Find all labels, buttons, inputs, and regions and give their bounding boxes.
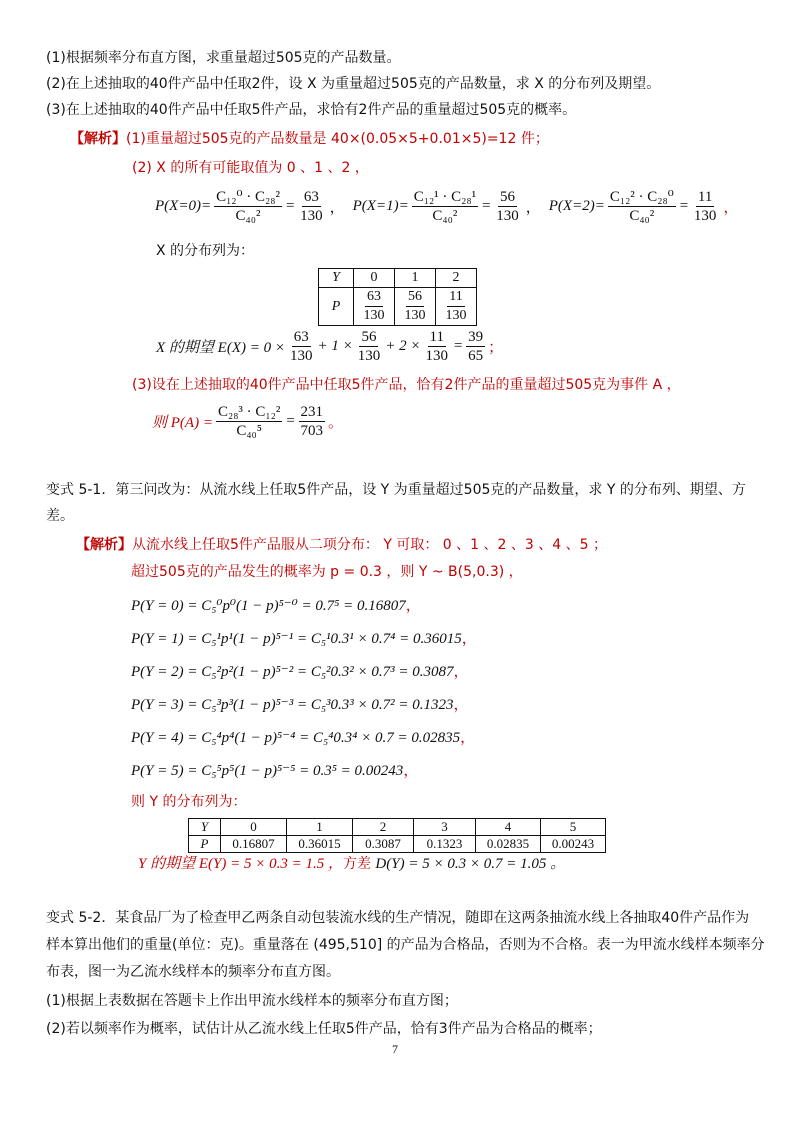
table-prob-num: 11 — [447, 289, 464, 307]
py-3: P(Y = 3) = C₅³p³(1 − p)⁵⁻³ = C₅³0.3³ × 0.7² = 0.1323 — [131, 697, 454, 713]
px2-value-fraction — [692, 189, 719, 224]
x-expectation — [156, 329, 503, 364]
exp-part-b: + 1 × — [317, 338, 353, 354]
question-3: (3)在上述抽取的40件产品中任取5件产品，求恰有2件产品的重量超过505克的概率。 — [46, 102, 577, 118]
table-prob: 0.3087 — [353, 836, 414, 853]
table-prob: 0.00243 — [541, 836, 606, 853]
table-header-y: Y — [319, 269, 354, 288]
px1-num: C₁₂¹ · C₂₈¹ — [413, 189, 477, 205]
pa-combination-fraction — [216, 404, 282, 439]
table-value: 1 — [287, 819, 353, 836]
px1-combination-fraction — [412, 189, 478, 224]
variant-5-1-solution — [76, 536, 607, 554]
pa-num: C₂₈³ · C₁₂² — [217, 404, 281, 420]
px1-label: P(X=1)= — [352, 198, 409, 214]
table-value: 2 — [353, 819, 414, 836]
px2-den: C₄₀² — [629, 208, 655, 224]
py-4-end: ， — [460, 730, 476, 746]
question-1: (1)根据频率分布直方图，求重量超过505克的产品数量。 — [46, 50, 401, 66]
table-header-y: Y — [189, 819, 221, 836]
table-prob-num: 56 — [406, 289, 424, 307]
table-prob-den: 130 — [363, 308, 385, 323]
py-3-end: ， — [453, 697, 469, 713]
exp-num-3: 11 — [429, 329, 444, 345]
table-prob: 0.16807 — [221, 836, 287, 853]
py-equation-2 — [131, 663, 469, 681]
variance-label: 方差 — [342, 856, 371, 872]
py-0-end: ， — [405, 598, 421, 614]
px1-value-den: 130 — [496, 208, 519, 224]
variant-5-2-line-3: 布表，图一为乙流水线样本的频率分布直方图。 — [46, 964, 340, 980]
px2-label: P(X=2)= — [548, 198, 605, 214]
pa-label: 则 P(A) = — [152, 415, 213, 431]
question-2: (2)在上述抽取的40件产品中任取2件，设 X 为重量超过505克的产品数量，求 X 的分布列及期望。 — [46, 76, 661, 92]
px0-num: C₁₂⁰ · C₂₈² — [216, 189, 280, 205]
py-equation-3 — [131, 696, 469, 714]
exp-fraction-1 — [288, 329, 315, 364]
solution-1-part-1: (1)重量超过505克的产品数量是 40×(0.05×5+0.01×5)=12 件； — [126, 131, 549, 147]
px0-label: P(X=0)= — [155, 198, 212, 214]
px-equations — [155, 189, 738, 224]
table-value: 4 — [476, 819, 541, 836]
table-value: 0 — [354, 269, 395, 288]
table-prob-den: 130 — [445, 308, 467, 323]
table-prob-fraction — [403, 289, 428, 324]
px0-value-fraction — [298, 189, 325, 224]
exp-fraction-2 — [356, 329, 383, 364]
py-5: P(Y = 5) = C₅⁵p⁵(1 − p)⁵⁻⁵ = 0.3⁵ = 0.00243 — [131, 763, 404, 779]
variant-5-1-solution-text: 从流水线上任取5件产品服从二项分布： Y 可取： 0 、1 、2 、3 、4 、5 ； — [132, 537, 607, 553]
pa-den: C₄₀⁵ — [236, 423, 263, 439]
table-prob: 0.1323 — [414, 836, 476, 853]
pa-value-fraction — [299, 404, 326, 439]
py-1: P(Y = 1) = C₅¹p¹(1 − p)⁵⁻¹ = C₅¹0.3¹ × 0.7⁴ = 0.36015 — [131, 631, 462, 647]
px0-eq: = — [285, 198, 296, 214]
solution-1-part-3: (3)设在上述抽取的40件产品中任取5件产品，恰有2件产品的重量超过505克为事件 A ， — [132, 377, 681, 393]
table-prob — [395, 288, 436, 326]
y-distribution-table — [188, 818, 606, 853]
table-header-p: P — [319, 288, 354, 326]
px1-eq: = — [481, 198, 492, 214]
py-4: P(Y = 4) = C₅⁴p⁴(1 − p)⁵⁻⁴ = C₅⁴0.3⁴ × 0.7 = 0.02835 — [131, 730, 461, 746]
px0-den: C₄₀² — [235, 208, 261, 224]
variant-5-2-line-1: 变式 5-2．某食品厂为了检查甲乙两条自动包装流水线的生产情况，随即在这两条抽流水线上各抽取40件产品作为 — [46, 910, 750, 926]
table-prob-den: 130 — [404, 308, 426, 323]
py-equation-5 — [131, 762, 418, 780]
px2-num: C₁₂² · C₂₈⁰ — [609, 189, 674, 205]
page-number: 7 — [392, 1042, 398, 1056]
sep-1: ， — [329, 200, 345, 216]
y-variance: D(Y) = 5 × 0.3 × 0.7 = 1.05 。 — [375, 856, 566, 872]
py-2-end: ， — [453, 664, 469, 680]
pa-eq: = — [285, 413, 296, 429]
exp-part-c: + 2 × — [385, 338, 421, 354]
exp-fraction-4 — [466, 329, 485, 364]
exp-part-a: X 的期望 E(X) = 0 × — [156, 340, 285, 356]
px1-value-num: 56 — [500, 189, 515, 205]
table-prob: 0.02835 — [476, 836, 541, 853]
py-2: P(Y = 2) = C₅²p²(1 − p)⁵⁻² = C₅²0.3² × 0.7³ = 0.3087 — [131, 664, 454, 680]
py-equation-1 — [131, 630, 477, 648]
table-value: 2 — [436, 269, 477, 288]
py-equation-0 — [131, 597, 421, 615]
exp-den-2: 130 — [357, 348, 381, 364]
px1-value-fraction — [494, 189, 521, 224]
table-value: 0 — [221, 819, 287, 836]
x-distribution-table — [318, 268, 477, 326]
x-distribution-title: X 的分布列为： — [156, 243, 255, 259]
y-expectation: Y 的期望 E(Y) = 5 × 0.3 = 1.5 ， — [138, 856, 343, 872]
table-value: 1 — [395, 269, 436, 288]
py-5-end: ， — [403, 763, 419, 779]
solution-1-line — [70, 130, 549, 148]
sep-2: ， — [525, 200, 541, 216]
pa-value-den: 703 — [300, 423, 323, 439]
px1-den: C₄₀² — [432, 208, 458, 224]
py-0: P(Y = 0) = C₅⁰p⁰(1 − p)⁵⁻⁰ = 0.7⁵ = 0.16807 — [131, 598, 406, 614]
solution-1-part-2: (2) X 的所有可能取值为 0 、1 、2 ， — [132, 160, 369, 176]
px2-value-num: 11 — [697, 189, 713, 205]
px2-combination-fraction — [608, 189, 676, 224]
pa-value-num: 231 — [300, 404, 323, 420]
solution-tag: 【解析】 — [70, 131, 126, 147]
variant-5-1-probability: 超过505克的产品发生的概率为 p = 0.3 ，则 Y ~ B(5,0.3) ， — [131, 564, 523, 580]
px0-combination-fraction — [214, 189, 282, 224]
exp-num-4: 39 — [468, 329, 484, 345]
y-expectation-variance — [138, 855, 565, 873]
table-prob-fraction — [362, 289, 387, 324]
py-equation-4 — [131, 729, 475, 747]
exp-den-1: 130 — [289, 348, 313, 364]
exp-part-d: = — [452, 338, 464, 354]
solution-tag: 【解析】 — [76, 537, 132, 553]
sep-3: ， — [723, 200, 739, 216]
y-distribution-title: 则 Y 的分布列为： — [131, 794, 247, 810]
table-header-p: P — [189, 836, 221, 853]
variant-5-2-line-4: (1)根据上表数据在答题卡上作出甲流水线样本的频率分布直方图； — [46, 993, 458, 1009]
px0-value-den: 130 — [300, 208, 323, 224]
px2-eq: = — [678, 198, 689, 214]
px2-value-den: 130 — [693, 208, 717, 224]
exp-den-4: 65 — [468, 348, 484, 364]
variant-5-1-line-2: 差。 — [46, 508, 74, 524]
table-prob: 0.36015 — [287, 836, 353, 853]
variant-5-2-line-5: (2)若以频率作为概率，试估计从乙流水线上任取5件产品，恰有3件产品为合格品的概率； — [46, 1021, 602, 1037]
variant-5-1-line-1: 变式 5-1．第三问改为：从流水线上任取5件产品，设 Y 为重量超过505克的产品数量，求 Y 的分布列、期望、方 — [46, 482, 746, 498]
pa-end: 。 — [328, 415, 344, 431]
pa-equation — [152, 404, 343, 439]
px0-value-num: 63 — [303, 189, 319, 205]
exp-den-3: 130 — [425, 348, 448, 364]
py-1-end: ， — [461, 631, 477, 647]
table-prob-fraction — [444, 289, 469, 324]
exp-num-1: 63 — [293, 329, 309, 345]
table-prob — [354, 288, 395, 326]
variant-5-2-line-2: 样本算出他们的重量(单位：克)。重量落在 (495,510] 的产品为合格品，否则为不合格。表一为甲流水线样本频率分 — [46, 937, 765, 953]
table-value: 3 — [414, 819, 476, 836]
exp-fraction-3 — [423, 329, 450, 364]
exp-end: ； — [488, 340, 504, 356]
table-value: 5 — [541, 819, 606, 836]
table-prob-num: 63 — [365, 289, 383, 307]
table-prob — [436, 288, 477, 326]
exp-num-2: 56 — [361, 329, 377, 345]
